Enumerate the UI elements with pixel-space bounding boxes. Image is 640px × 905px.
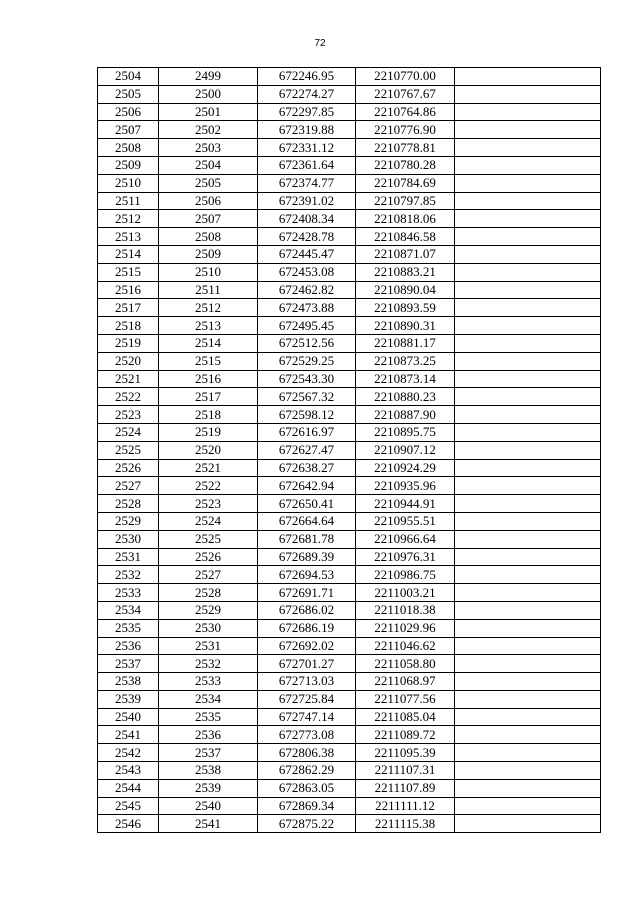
point-number-cell: 2540	[98, 708, 159, 726]
ref-number-cell: 2508	[159, 228, 258, 246]
point-number-cell: 2521	[98, 370, 159, 388]
point-number-cell: 2532	[98, 566, 159, 584]
table-row	[98, 690, 601, 708]
table-row	[98, 299, 601, 317]
y-coordinate-cell: 2211089.72	[356, 726, 455, 744]
table-row	[98, 655, 601, 673]
point-number-cell: 2510	[98, 174, 159, 192]
ref-number-cell: 2518	[159, 406, 258, 424]
coordinates-table	[97, 67, 601, 833]
y-coordinate-cell: 2210881.17	[356, 334, 455, 352]
ref-number-cell: 2503	[159, 139, 258, 157]
point-number-cell: 2533	[98, 584, 159, 602]
y-coordinate-cell: 2211046.62	[356, 637, 455, 655]
x-coordinate-cell: 672627.47	[258, 441, 356, 459]
table-row	[98, 441, 601, 459]
table-row	[98, 388, 601, 406]
note-cell	[455, 637, 601, 655]
x-coordinate-cell: 672428.78	[258, 228, 356, 246]
x-coordinate-cell: 672747.14	[258, 708, 356, 726]
x-coordinate-cell: 672616.97	[258, 423, 356, 441]
note-cell	[455, 726, 601, 744]
ref-number-cell: 2507	[159, 210, 258, 228]
x-coordinate-cell: 672686.19	[258, 619, 356, 637]
point-number-cell: 2515	[98, 263, 159, 281]
ref-number-cell: 2521	[159, 459, 258, 477]
y-coordinate-cell: 2210846.58	[356, 228, 455, 246]
x-coordinate-cell: 672495.45	[258, 317, 356, 335]
note-cell	[455, 281, 601, 299]
ref-number-cell: 2519	[159, 423, 258, 441]
note-cell	[455, 352, 601, 370]
note-cell	[455, 68, 601, 86]
ref-number-cell: 2525	[159, 530, 258, 548]
x-coordinate-cell: 672567.32	[258, 388, 356, 406]
y-coordinate-cell: 2210784.69	[356, 174, 455, 192]
x-coordinate-cell: 672462.82	[258, 281, 356, 299]
table-row	[98, 637, 601, 655]
point-number-cell: 2519	[98, 334, 159, 352]
table-row	[98, 139, 601, 157]
note-cell	[455, 103, 601, 121]
ref-number-cell: 2510	[159, 263, 258, 281]
note-cell	[455, 584, 601, 602]
point-number-cell: 2520	[98, 352, 159, 370]
table-row	[98, 726, 601, 744]
note-cell	[455, 495, 601, 513]
table-row	[98, 477, 601, 495]
x-coordinate-cell: 672512.56	[258, 334, 356, 352]
point-number-cell: 2505	[98, 85, 159, 103]
point-number-cell: 2509	[98, 156, 159, 174]
ref-number-cell: 2527	[159, 566, 258, 584]
table-row	[98, 85, 601, 103]
ref-number-cell: 2539	[159, 779, 258, 797]
point-number-cell: 2530	[98, 530, 159, 548]
x-coordinate-cell: 672361.64	[258, 156, 356, 174]
note-cell	[455, 228, 601, 246]
ref-number-cell: 2538	[159, 762, 258, 780]
table-row	[98, 281, 601, 299]
ref-number-cell: 2540	[159, 797, 258, 815]
x-coordinate-cell: 672529.25	[258, 352, 356, 370]
point-number-cell: 2528	[98, 495, 159, 513]
y-coordinate-cell: 2210883.21	[356, 263, 455, 281]
table-row	[98, 673, 601, 691]
note-cell	[455, 139, 601, 157]
y-coordinate-cell: 2210873.25	[356, 352, 455, 370]
point-number-cell: 2523	[98, 406, 159, 424]
note-cell	[455, 779, 601, 797]
table-row	[98, 744, 601, 762]
note-cell	[455, 192, 601, 210]
note-cell	[455, 174, 601, 192]
x-coordinate-cell: 672869.34	[258, 797, 356, 815]
y-coordinate-cell: 2210893.59	[356, 299, 455, 317]
x-coordinate-cell: 672692.02	[258, 637, 356, 655]
point-number-cell: 2544	[98, 779, 159, 797]
point-number-cell: 2546	[98, 815, 159, 833]
note-cell	[455, 245, 601, 263]
y-coordinate-cell: 2210873.14	[356, 370, 455, 388]
ref-number-cell: 2529	[159, 601, 258, 619]
table-row	[98, 174, 601, 192]
table-row	[98, 334, 601, 352]
point-number-cell: 2539	[98, 690, 159, 708]
note-cell	[455, 744, 601, 762]
note-cell	[455, 121, 601, 139]
ref-number-cell: 2541	[159, 815, 258, 833]
x-coordinate-cell: 672391.02	[258, 192, 356, 210]
note-cell	[455, 797, 601, 815]
y-coordinate-cell: 2210895.75	[356, 423, 455, 441]
ref-number-cell: 2509	[159, 245, 258, 263]
note-cell	[455, 655, 601, 673]
table-row	[98, 370, 601, 388]
x-coordinate-cell: 672681.78	[258, 530, 356, 548]
table-row	[98, 228, 601, 246]
x-coordinate-cell: 672686.02	[258, 601, 356, 619]
point-number-cell: 2517	[98, 299, 159, 317]
ref-number-cell: 2515	[159, 352, 258, 370]
y-coordinate-cell: 2210764.86	[356, 103, 455, 121]
y-coordinate-cell: 2211077.56	[356, 690, 455, 708]
y-coordinate-cell: 2210976.31	[356, 548, 455, 566]
point-number-cell: 2525	[98, 441, 159, 459]
x-coordinate-cell: 672694.53	[258, 566, 356, 584]
point-number-cell: 2538	[98, 673, 159, 691]
y-coordinate-cell: 2210955.51	[356, 512, 455, 530]
note-cell	[455, 477, 601, 495]
note-cell	[455, 708, 601, 726]
note-cell	[455, 441, 601, 459]
x-coordinate-cell: 672689.39	[258, 548, 356, 566]
table-row	[98, 548, 601, 566]
table-row	[98, 601, 601, 619]
point-number-cell: 2514	[98, 245, 159, 263]
x-coordinate-cell: 672773.08	[258, 726, 356, 744]
x-coordinate-cell: 672319.88	[258, 121, 356, 139]
table-row	[98, 352, 601, 370]
x-coordinate-cell: 672274.27	[258, 85, 356, 103]
point-number-cell: 2511	[98, 192, 159, 210]
y-coordinate-cell: 2210890.31	[356, 317, 455, 335]
x-coordinate-cell: 672453.08	[258, 263, 356, 281]
ref-number-cell: 2511	[159, 281, 258, 299]
x-coordinate-cell: 672473.88	[258, 299, 356, 317]
point-number-cell: 2542	[98, 744, 159, 762]
y-coordinate-cell: 2210767.67	[356, 85, 455, 103]
x-coordinate-cell: 672543.30	[258, 370, 356, 388]
point-number-cell: 2506	[98, 103, 159, 121]
table-row	[98, 779, 601, 797]
x-coordinate-cell: 672638.27	[258, 459, 356, 477]
point-number-cell: 2535	[98, 619, 159, 637]
table-body	[98, 68, 601, 833]
table-row	[98, 423, 601, 441]
y-coordinate-cell: 2211115.38	[356, 815, 455, 833]
y-coordinate-cell: 2210797.85	[356, 192, 455, 210]
y-coordinate-cell: 2210924.29	[356, 459, 455, 477]
y-coordinate-cell: 2210966.64	[356, 530, 455, 548]
x-coordinate-cell: 672701.27	[258, 655, 356, 673]
x-coordinate-cell: 672713.03	[258, 673, 356, 691]
note-cell	[455, 263, 601, 281]
y-coordinate-cell: 2210890.04	[356, 281, 455, 299]
x-coordinate-cell: 672650.41	[258, 495, 356, 513]
table-row	[98, 121, 601, 139]
x-coordinate-cell: 672445.47	[258, 245, 356, 263]
table-row	[98, 797, 601, 815]
point-number-cell: 2512	[98, 210, 159, 228]
ref-number-cell: 2537	[159, 744, 258, 762]
table-row	[98, 192, 601, 210]
point-number-cell: 2541	[98, 726, 159, 744]
x-coordinate-cell: 672598.12	[258, 406, 356, 424]
point-number-cell: 2527	[98, 477, 159, 495]
ref-number-cell: 2500	[159, 85, 258, 103]
point-number-cell: 2513	[98, 228, 159, 246]
point-number-cell: 2526	[98, 459, 159, 477]
ref-number-cell: 2528	[159, 584, 258, 602]
ref-number-cell: 2501	[159, 103, 258, 121]
x-coordinate-cell: 672331.12	[258, 139, 356, 157]
y-coordinate-cell: 2211068.97	[356, 673, 455, 691]
ref-number-cell: 2517	[159, 388, 258, 406]
ref-number-cell: 2524	[159, 512, 258, 530]
table-row	[98, 566, 601, 584]
point-number-cell: 2545	[98, 797, 159, 815]
point-number-cell: 2536	[98, 637, 159, 655]
y-coordinate-cell: 2210776.90	[356, 121, 455, 139]
y-coordinate-cell: 2211003.21	[356, 584, 455, 602]
table-row	[98, 619, 601, 637]
y-coordinate-cell: 2211085.04	[356, 708, 455, 726]
y-coordinate-cell: 2210935.96	[356, 477, 455, 495]
y-coordinate-cell: 2210887.90	[356, 406, 455, 424]
x-coordinate-cell: 672862.29	[258, 762, 356, 780]
page-number: 72	[314, 38, 326, 49]
ref-number-cell: 2504	[159, 156, 258, 174]
note-cell	[455, 673, 601, 691]
y-coordinate-cell: 2210907.12	[356, 441, 455, 459]
y-coordinate-cell: 2211107.89	[356, 779, 455, 797]
x-coordinate-cell: 672246.95	[258, 68, 356, 86]
note-cell	[455, 619, 601, 637]
point-number-cell: 2524	[98, 423, 159, 441]
note-cell	[455, 370, 601, 388]
table-row	[98, 530, 601, 548]
y-coordinate-cell: 2210944.91	[356, 495, 455, 513]
y-coordinate-cell: 2211111.12	[356, 797, 455, 815]
note-cell	[455, 601, 601, 619]
table-row	[98, 245, 601, 263]
note-cell	[455, 423, 601, 441]
note-cell	[455, 548, 601, 566]
table-row	[98, 406, 601, 424]
table-row	[98, 495, 601, 513]
table-row	[98, 512, 601, 530]
x-coordinate-cell: 672374.77	[258, 174, 356, 192]
ref-number-cell: 2532	[159, 655, 258, 673]
ref-number-cell: 2505	[159, 174, 258, 192]
ref-number-cell: 2506	[159, 192, 258, 210]
table-row	[98, 459, 601, 477]
ref-number-cell: 2531	[159, 637, 258, 655]
table-row	[98, 156, 601, 174]
point-number-cell: 2516	[98, 281, 159, 299]
ref-number-cell: 2514	[159, 334, 258, 352]
y-coordinate-cell: 2211095.39	[356, 744, 455, 762]
table-row	[98, 68, 601, 86]
table-row	[98, 815, 601, 833]
point-number-cell: 2534	[98, 601, 159, 619]
note-cell	[455, 388, 601, 406]
x-coordinate-cell: 672642.94	[258, 477, 356, 495]
note-cell	[455, 512, 601, 530]
ref-number-cell: 2502	[159, 121, 258, 139]
y-coordinate-cell: 2210818.06	[356, 210, 455, 228]
x-coordinate-cell: 672875.22	[258, 815, 356, 833]
y-coordinate-cell: 2210986.75	[356, 566, 455, 584]
point-number-cell: 2508	[98, 139, 159, 157]
x-coordinate-cell: 672408.34	[258, 210, 356, 228]
x-coordinate-cell: 672806.38	[258, 744, 356, 762]
note-cell	[455, 317, 601, 335]
note-cell	[455, 85, 601, 103]
ref-number-cell: 2513	[159, 317, 258, 335]
table-row	[98, 708, 601, 726]
point-number-cell: 2504	[98, 68, 159, 86]
table-row	[98, 584, 601, 602]
note-cell	[455, 156, 601, 174]
ref-number-cell: 2499	[159, 68, 258, 86]
ref-number-cell: 2520	[159, 441, 258, 459]
point-number-cell: 2507	[98, 121, 159, 139]
note-cell	[455, 210, 601, 228]
y-coordinate-cell: 2210880.23	[356, 388, 455, 406]
point-number-cell: 2522	[98, 388, 159, 406]
ref-number-cell: 2533	[159, 673, 258, 691]
point-number-cell: 2529	[98, 512, 159, 530]
note-cell	[455, 815, 601, 833]
ref-number-cell: 2534	[159, 690, 258, 708]
ref-number-cell: 2535	[159, 708, 258, 726]
ref-number-cell: 2512	[159, 299, 258, 317]
note-cell	[455, 690, 601, 708]
x-coordinate-cell: 672297.85	[258, 103, 356, 121]
table-row	[98, 762, 601, 780]
point-number-cell: 2537	[98, 655, 159, 673]
ref-number-cell: 2523	[159, 495, 258, 513]
x-coordinate-cell: 672664.64	[258, 512, 356, 530]
ref-number-cell: 2536	[159, 726, 258, 744]
y-coordinate-cell: 2211018.38	[356, 601, 455, 619]
y-coordinate-cell: 2210871.07	[356, 245, 455, 263]
ref-number-cell: 2516	[159, 370, 258, 388]
x-coordinate-cell: 672725.84	[258, 690, 356, 708]
note-cell	[455, 299, 601, 317]
table-row	[98, 210, 601, 228]
y-coordinate-cell: 2210778.81	[356, 139, 455, 157]
y-coordinate-cell: 2210780.28	[356, 156, 455, 174]
note-cell	[455, 459, 601, 477]
ref-number-cell: 2530	[159, 619, 258, 637]
note-cell	[455, 334, 601, 352]
ref-number-cell: 2526	[159, 548, 258, 566]
x-coordinate-cell: 672863.05	[258, 779, 356, 797]
table-row	[98, 263, 601, 281]
y-coordinate-cell: 2211058.80	[356, 655, 455, 673]
point-number-cell: 2531	[98, 548, 159, 566]
ref-number-cell: 2522	[159, 477, 258, 495]
y-coordinate-cell: 2210770.00	[356, 68, 455, 86]
y-coordinate-cell: 2211107.31	[356, 762, 455, 780]
note-cell	[455, 566, 601, 584]
table-row	[98, 103, 601, 121]
y-coordinate-cell: 2211029.96	[356, 619, 455, 637]
x-coordinate-cell: 672691.71	[258, 584, 356, 602]
note-cell	[455, 762, 601, 780]
note-cell	[455, 406, 601, 424]
point-number-cell: 2518	[98, 317, 159, 335]
note-cell	[455, 530, 601, 548]
point-number-cell: 2543	[98, 762, 159, 780]
table-row	[98, 317, 601, 335]
